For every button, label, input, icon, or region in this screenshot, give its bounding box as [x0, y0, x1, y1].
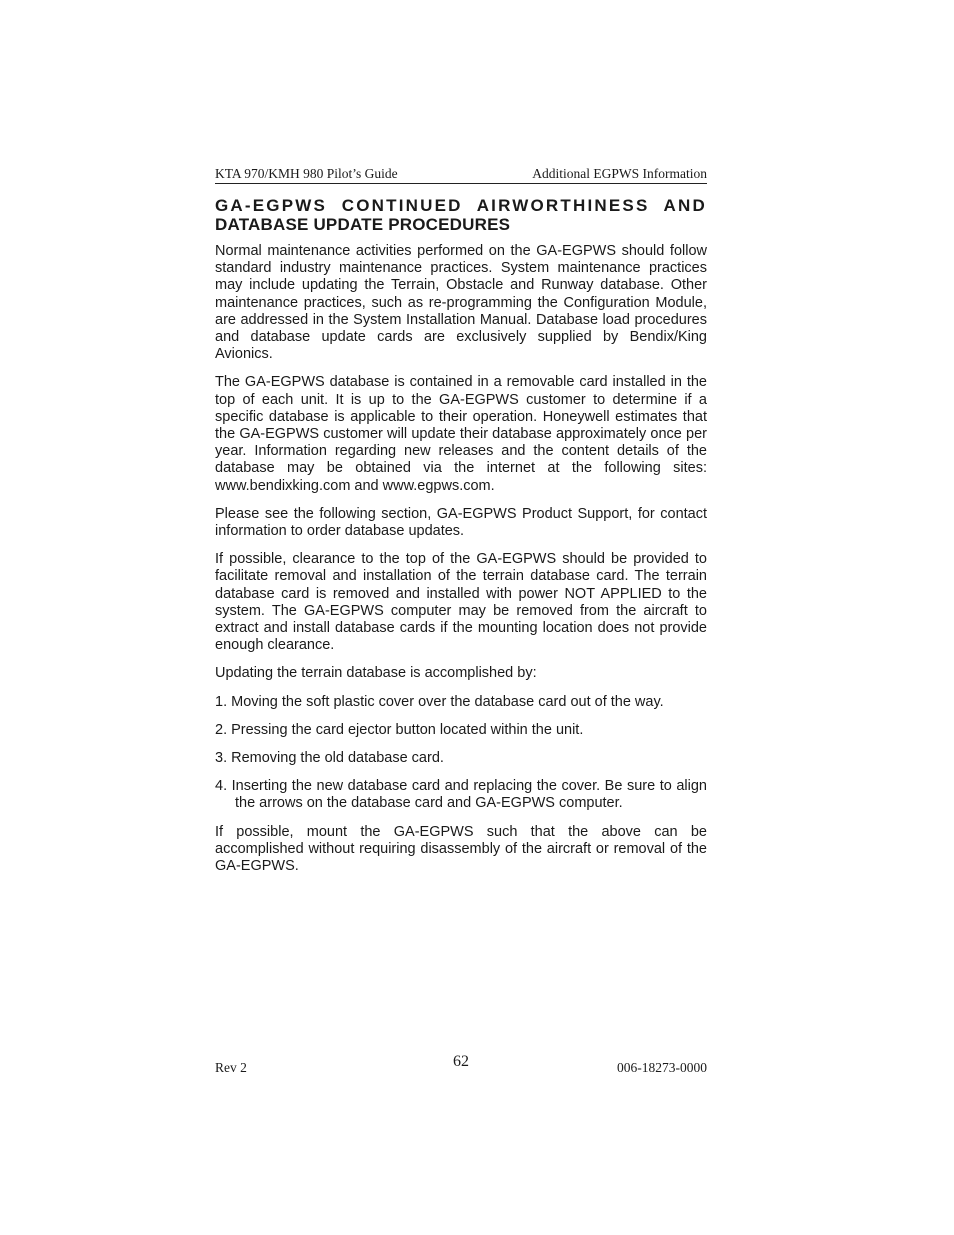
step-2: 2. Pressing the card ejector button located within the unit.	[215, 721, 584, 738]
step-4: 4. Inserting the new database card and replacing the cover. Be sure to align the arrows on the database card and GA-EGPWS computer.	[215, 778, 707, 812]
section-heading-line-1: GA-EGPWS CONTINUED AIRWORTHINESS AND	[215, 196, 707, 215]
revision-label: Rev 2	[215, 1060, 247, 1075]
page-footer	[215, 1053, 707, 1077]
paragraph-product-support: Please see the following section, GA-EGPWS Product Support, for contact information to order database updates.	[215, 505, 707, 540]
step-1: 1. Moving the soft plastic cover over the database card out of the way.	[215, 693, 664, 710]
paragraph-maintenance: Normal maintenance activities performed on the GA-EGPWS should follow standard industry maintenance practices. System maintenance practices may include updating the Terrain, Obstacle and Runway database. Other maintenance practices, such as re-programming the Configuration Module, are addressed in the System Installation Manual. Database load procedures and database update cards are exclusively supplied by Bendix/King Avionics.	[215, 243, 707, 363]
paragraph-database-card: The GA-EGPWS database is contained in a removable card installed in the top of each unit. It is up to the GA-EGPWS customer to determine if a specific database is applicable to their operation. Honeywell estimates that the GA-EGPWS customer will update their database approximately once per year. Information regarding new releases and the content details of the database may be obtained via the internet at the following sites: www.bendixking.com and www.egpws.com.	[215, 374, 707, 494]
step-3: 3. Removing the old database card.	[215, 750, 444, 767]
paragraph-closing: If possible, mount the GA-EGPWS such that the above can be accomplished without requiring disassembly of the aircraft or removal of the GA-EGPWS.	[215, 823, 707, 875]
section-heading	[215, 196, 707, 234]
header-guide-title: KTA 970/KMH 980 Pilot’s Guide	[215, 166, 398, 181]
document-number: 006-18273-0000	[617, 1060, 707, 1075]
page-number: 62	[453, 1053, 469, 1070]
running-header	[215, 165, 707, 184]
paragraph-clearance: If possible, clearance to the top of the GA-EGPWS should be provided to facilitate removal and installation of the terrain database card. The terrain database card is removed and installed with power NOT APPLIED to the system. The GA-EGPWS computer may be removed from the aircraft to extract and install database cards if the mounting location does not provide enough clearance.	[215, 551, 707, 654]
page-content	[215, 165, 707, 886]
paragraph-update-intro: Updating the terrain database is accomplished by:	[215, 665, 537, 682]
header-section-title: Additional EGPWS Information	[532, 166, 707, 181]
section-heading-line-2: DATABASE UPDATE PROCEDURES	[215, 215, 511, 234]
